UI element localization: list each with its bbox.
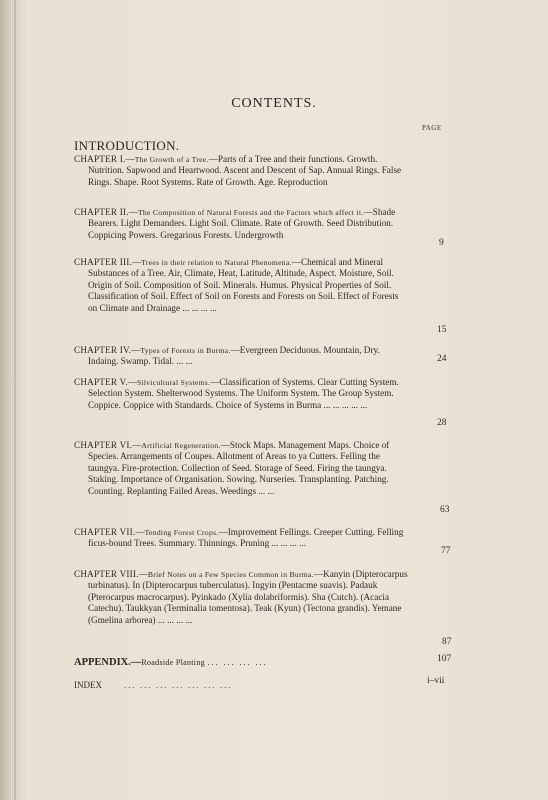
chapter-title: Silvicultural Systems. [136, 378, 211, 387]
chapter-entry: CHAPTER VII.—Tending Forest Crops.—Improvement Fellings. Creeper Cutting. Felling ficus-bound Trees. Summary. Thinnings. Pruning ... ... ... ... [74, 527, 404, 549]
chapter-page: 77 [441, 546, 451, 556]
chapter-title: Trees in their relation to Natural Phenomena. [141, 258, 292, 267]
index-page: i–vii [427, 676, 445, 686]
chapter-label: CHAPTER VI. [74, 440, 133, 450]
chapter-title: Types of Forests in Burma. [140, 346, 231, 355]
chapter-label: CHAPTER II. [74, 207, 129, 217]
chapter-label: CHAPTER I. [74, 154, 126, 164]
chapter-topics: Chemical and Mineral Substances of a Tree. Air, Climate, Heat, Latitude, Altitude, Aspect. Moisture, Soil. Origin of Soil. Composition of Soil. Minerals. Humus. Physical Properties of Soil. Classification of Soil. Effect of Soil on Forests and Forests on Soil. Effect of Forests on Climate and Drainage ... ... ... ... [88, 257, 399, 313]
chapter-entry: CHAPTER VI.—Artificial Regeneration.—Stock Maps. Management Maps. Choice of Species. Arrangements of Coupes. Allotment of Areas to ya Cutters. Felling the taungya. Fire-protection. Collection of Seed. Storage of Seed. Firing the taungya. Staking. Importance of Organisation. Sowing. Nurseries. Transplanting. Patching. Counting. Replanting Failed Areas. Weedings ... ... [74, 440, 390, 496]
chapter-label: CHAPTER VII. [74, 527, 136, 537]
chapter-topics: Parts of a Tree and their functions. Growth. Nutrition. Sapwood and Heartwood. Ascent and Descent of Sap. Annual Rings. False Rings. Shape. Root Systems. Rate of Growth. Age. Reproduction [88, 154, 402, 187]
chapter-title: Brief Notes on a Few Species Common in Burma. [147, 570, 314, 579]
chapter-topics: Evergreen Deciduous. Mountain, Dry. Indaing. Swamp. Tidal. ... ... [88, 345, 380, 367]
chapter-label: CHAPTER V. [74, 377, 128, 387]
chapter-label: CHAPTER IV. [74, 345, 132, 355]
chapter-entry: CHAPTER I.—The Growth of a Tree.—Parts of a Tree and their functions. Growth. Nutrition. Sapwood and Heartwood. Ascent and Descent of Sap. Annual Rings. False Rings. Shape. Root Systems. Rate of Growth. Age. Reproduction [74, 154, 402, 187]
appendix-title: Roadside Planting [141, 658, 205, 667]
chapter-page: 15 [437, 325, 447, 335]
chapter-page: 63 [440, 505, 450, 515]
chapter-page: 9 [439, 238, 444, 248]
chapter-page: 28 [437, 418, 447, 428]
chapter-topics: Classification of Systems. Clear Cutting System. Selection System. Shelterwood Systems. The Uniform System. The Group System. Coppice. Coppice with Standards. Choice of Systems in Burma ... ... ... ... ... [88, 377, 399, 410]
appendix-dots: ... ... ... ... [207, 658, 268, 667]
page-gutter [14, 0, 16, 800]
chapter-page: 24 [437, 354, 447, 364]
chapter-label: CHAPTER III. [74, 257, 133, 267]
chapter-topics: Kanyin (Dipterocarpus turbinatus). In (Dipterocarpus tuberculatus). Ingyin (Pentacme suavis). Padauk (Pterocarpus macrocarpus). Pyinkado (Xylia dolabriformis). Sha (Cutch). (Acacia Catechu). Taukkyan (Terminalia tomentosa). Teak (Kyun) (Tectona grandis). Yemane (Gmelina arborea) ... ... ... ... [88, 569, 408, 625]
chapter-title: The Composition of Natural Forests and the Factors which affect it. [137, 208, 364, 217]
appendix-page: 107 [437, 654, 452, 664]
chapter-title: Tending Forest Crops. [144, 528, 219, 537]
chapter-page: 87 [442, 637, 452, 647]
chapter-entry: CHAPTER V.—Silvicultural Systems.—Classification of Systems. Clear Cutting System. Selection System. Shelterwood Systems. The Uniform System. The Group System. Coppice. Coppice with Standards. Choice of Systems in Burma ... ... ... ... ... [74, 377, 399, 410]
contents-heading: CONTENTS. [231, 96, 317, 111]
chapter-topics: Stock Maps. Management Maps. Choice of Species. Arrangements of Coupes. Allotment of Areas to ya Cutters. Felling the taungya. Fire-protection. Collection of Seed. Storage of Seed. Firing the taungya. Staking. Importance of Organisation. Sowing. Nurseries. Transplanting. Patching. Counting. Replanting Failed Areas. Weedings ... ... [88, 440, 390, 496]
page-column-heading: PAGE [422, 124, 442, 132]
index-entry [74, 680, 232, 690]
chapter-entry: CHAPTER IV.—Types of Forests in Burma.—Evergreen Deciduous. Mountain, Dry. Indaing. Swamp. Tidal. ... ... [74, 345, 380, 367]
chapter-title: The Growth of a Tree. [134, 155, 209, 164]
chapter-entry: CHAPTER III.—Trees in their relation to Natural Phenomena.—Chemical and Mineral Substances of a Tree. Air, Climate, Heat, Latitude, Altitude, Aspect. Moisture, Soil. Origin of Soil. Composition of Soil. Minerals. Humus. Physical Properties of Soil. Classification of Soil. Effect of Soil on Forests and Forests on Soil. Effect of Forests on Climate and Drainage ... ... ... ... [74, 257, 399, 313]
chapter-title: Artificial Regeneration. [141, 441, 221, 450]
chapter-topics: Shade Bearers. Light Demanders. Light Soil. Climate. Rate of Growth. Seed Distribution. Coppicing Powers. Gregarious Forests. Undergrowth [88, 207, 396, 240]
introduction-entry: INTRODUCTION. [74, 138, 180, 153]
appendix-entry: APPENDIX.—Roadside Planting ... ... ... ... [74, 657, 268, 668]
appendix-label: APPENDIX. [74, 657, 131, 668]
index-dots: ... ... ... ... ... ... ... [124, 681, 233, 690]
chapter-entry: CHAPTER VIII.—Brief Notes on a Few Species Common in Burma.—Kanyin (Dipterocarpus turbinatus). In (Dipterocarpus tuberculatus). Ingyin (Pentacme suavis). Padauk (Pterocarpus macrocarpus). Pyinkado (Xylia dolabriformis). Sha (Cutch). (Acacia Catechu). Taukkyan (Terminalia tomentosa). Teak (Kyun) (Tectona grandis). Yemane (Gmelina arborea) ... ... ... ... [74, 569, 408, 625]
chapter-entry: CHAPTER II.—The Composition of Natural Forests and the Factors which affect it.—Shade Bearers. Light Demanders. Light Soil. Climate. Rate of Growth. Seed Distribution. Coppicing Powers. Gregarious Forests. Undergrowth [74, 207, 396, 240]
chapter-topics: Improvement Fellings. Creeper Cutting. Felling ficus-bound Trees. Summary. Thinnings. Pruning ... ... ... ... [88, 527, 404, 549]
chapter-label: CHAPTER VIII. [74, 569, 139, 579]
index-label: INDEX [74, 680, 102, 690]
